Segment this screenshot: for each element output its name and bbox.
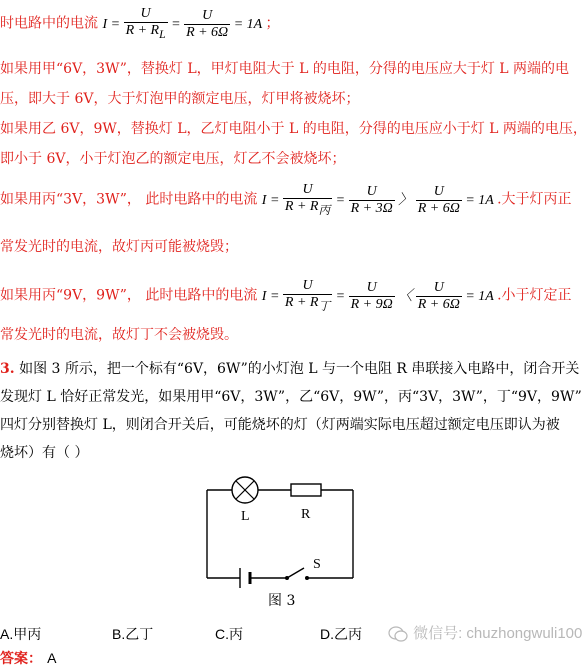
switch-symbol xyxy=(285,568,309,580)
question-line-2: 发现灯 L 恰好正常发光，如果用甲“6V，3W”，乙“6V，9W”，丙“3V，3W”，丁“9V，9W” xyxy=(0,389,582,405)
equation-4: I = $\frac{U}{R + R_丙}$ = $\frac{U}{R + 3\Omega}$ 〉 $\frac{U}{R + 6\Omega}$ = 1A xyxy=(261,182,494,217)
fraction: $\frac{U}{R + 6\Omega}$ xyxy=(186,7,229,40)
equation-5: I = $\frac{U}{R + R_丁}$ = $\frac{U}{R + 9\Omega}$ 〈 $\frac{U}{R + 6\Omega}$ = 1A xyxy=(261,278,494,313)
solution-line-3b: 即小于 6V，小于灯泡乙的额定电压，灯乙不会被烧坏； xyxy=(0,151,346,167)
solution-1-prefix: 时电路中的电流 xyxy=(0,15,98,32)
answer-label: 答案： xyxy=(0,651,42,667)
question-number: 3. xyxy=(0,361,15,377)
fraction: $\frac{U}{R + R_L}$ xyxy=(125,6,166,41)
option-a[interactable]: A.甲丙 xyxy=(0,626,42,642)
fraction: $\frac{U}{R + R_丁}$ xyxy=(284,278,331,313)
question-line-1: 3. 如图 3 所示，把一个标有“6V，6W”的小灯泡 L 与一个电阻 R 串联接入电路中，闭合开关 xyxy=(0,361,580,377)
answer-row xyxy=(0,648,56,668)
question-line-4: 烧坏）有（ ） xyxy=(0,445,89,461)
solution-line-3a: 如果用乙 6V，9W，替换灯 L，乙灯电阻小于 L 的电阻，分得的电压应小于灯 L 两端的电压， xyxy=(0,121,587,137)
solution-line-5b: 常发光时的电流，故灯丁不会被烧毁。 xyxy=(0,327,238,343)
answer-value: A xyxy=(47,650,57,666)
lamp-symbol xyxy=(232,477,258,503)
option-d[interactable]: D.乙丙 xyxy=(320,626,362,642)
question-line-3: 四灯分别替换灯 L，则闭合开关后，可能烧坏的灯（灯两端实际电压超过额定电压即认为被 xyxy=(0,417,560,433)
fraction: $\frac{U}{R + R_丙}$ xyxy=(284,182,331,217)
option-b[interactable]: B.乙丁 xyxy=(112,626,154,642)
fraction: $\frac{U}{R + 9\Omega}$ xyxy=(350,279,393,312)
solution-line-1: 时电路中的电流 I = $\frac{U}{R + R_L}$ = $\frac{U}{R + 6\Omega}$ = 1A ； xyxy=(0,6,280,41)
figure-caption: 图 3 xyxy=(268,593,296,609)
resistor-symbol xyxy=(291,484,321,496)
solution-line-2a: 如果用甲“6V，3W”，替换灯 L，甲灯电阻大于 L 的电阻，分得的电压应大于灯 L 两端的电 xyxy=(0,61,570,77)
circuit-diagram xyxy=(195,470,365,600)
solution-line-4a: 如果用丙“3V，3W”， 此时电路中的电流 I = $\frac{U}{R + R_丙}$ = $\frac{U}{R + 3\Omega}$ 〉 $\frac{U}{R + 6\Omega}$ = 1A .大于灯丙正 xyxy=(0,182,572,217)
fraction: $\frac{U}{R + 6\Omega}$ xyxy=(417,183,460,216)
solution-line-5a: 如果用丙“9V，9W”， 此时电路中的电流 I = $\frac{U}{R + R_丁}$ = $\frac{U}{R + 9\Omega}$ 〈 $\frac{U}{R + 6\Omega}$ = 1A .小于灯定正 xyxy=(0,278,572,313)
option-c[interactable]: C.丙 xyxy=(215,626,243,642)
watermark-text: 微信号: chuzhongwuli100 xyxy=(413,625,583,642)
label-S: S xyxy=(313,557,321,572)
solution-line-2b: 压，即大于 6V，大于灯泡甲的额定电压，灯甲将被烧坏； xyxy=(0,91,360,107)
label-L: L xyxy=(241,509,250,524)
fraction: $\frac{U}{R + 6\Omega}$ xyxy=(417,279,460,312)
battery-symbol xyxy=(240,568,250,588)
solution-line-4b: 常发光时的电流，故灯丙可能被烧毁； xyxy=(0,239,238,255)
wechat-icon xyxy=(388,626,408,642)
fraction: $\frac{U}{R + 3\Omega}$ xyxy=(350,183,393,216)
watermark xyxy=(388,622,582,643)
label-R: R xyxy=(301,507,311,522)
equation-1: I = $\frac{U}{R + R_L}$ = $\frac{U}{R + 6\Omega}$ = 1A xyxy=(102,6,262,41)
